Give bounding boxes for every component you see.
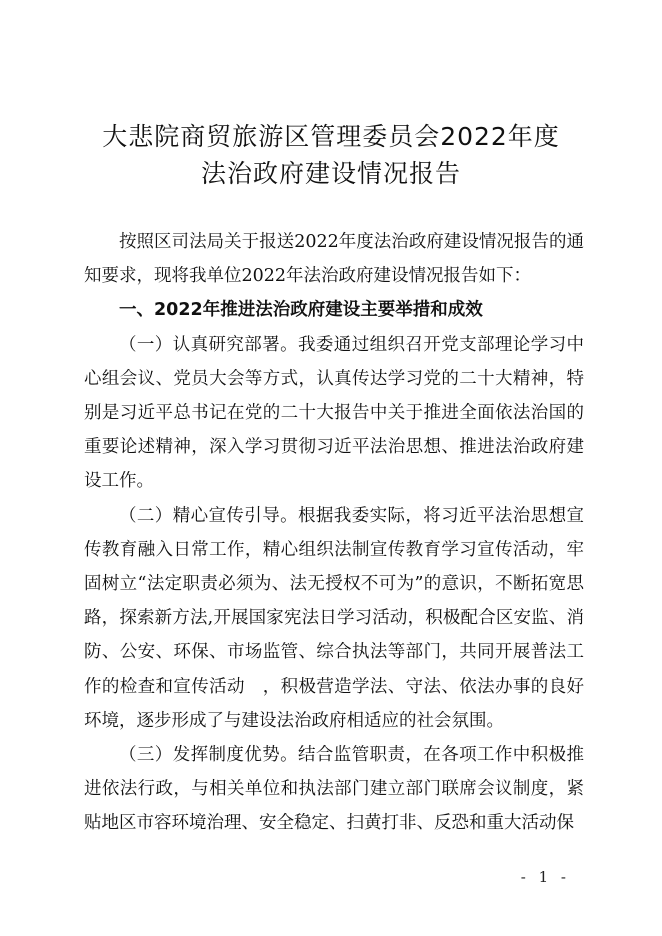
section-1-heading: 一、2022年推进法治政府建设主要举措和成效: [119, 300, 483, 321]
document-body: [84, 225, 584, 841]
document-title-line-1: 大悲院商贸旅游区管理委员会2022年度: [102, 122, 560, 151]
paragraph-2: （二）精心宣传引导。根据我委实际，将习近平法治思想宣传教育融入日常工作，精心组织法制宣传教育学习宣传活动，牢固树立“法定职责必须为、法无授权不可为”的意识，不断拓宽思路，探索新方法,开展国家宪法日学习活动，积极配合区安监、消防、公安、环保、市场监管、综合执法等部门，共同开展普法工作的检查和宣传活动 ，积极营造学法、守法、依法办事的良好环境，逐步形成了与建设法治政府相适应的社会氛围。: [84, 505, 584, 731]
intro-paragraph: 按照区司法局关于报送2022年度法治政府建设情况报告的通知要求，现将我单位2022年法治政府建设情况报告如下：: [84, 232, 584, 287]
paragraph-3: （三）发挥制度优势。结合监管职责，在各项工作中积极推进依法行政，与相关单位和执法部门建立部门联席会议制度，紧贴地区市容环境治理、安全稳定、扫黄打非、反恐和重大活动保: [84, 745, 584, 834]
document-title-line-2: 法治政府建设情况报告: [200, 159, 461, 188]
paragraph-1: （一）认真研究部署。我委通过组织召开党支部理论学习中心组会议、党员大会等方式，认真传达学习党的二十大精神，特别是习近平总书记在党的二十大报告中关于推进全面依法治国的重要论述精神，深入学习贯彻习近平法治思想、推进法治政府建设工作。: [84, 334, 584, 492]
page-number: - 1 -: [520, 868, 570, 886]
